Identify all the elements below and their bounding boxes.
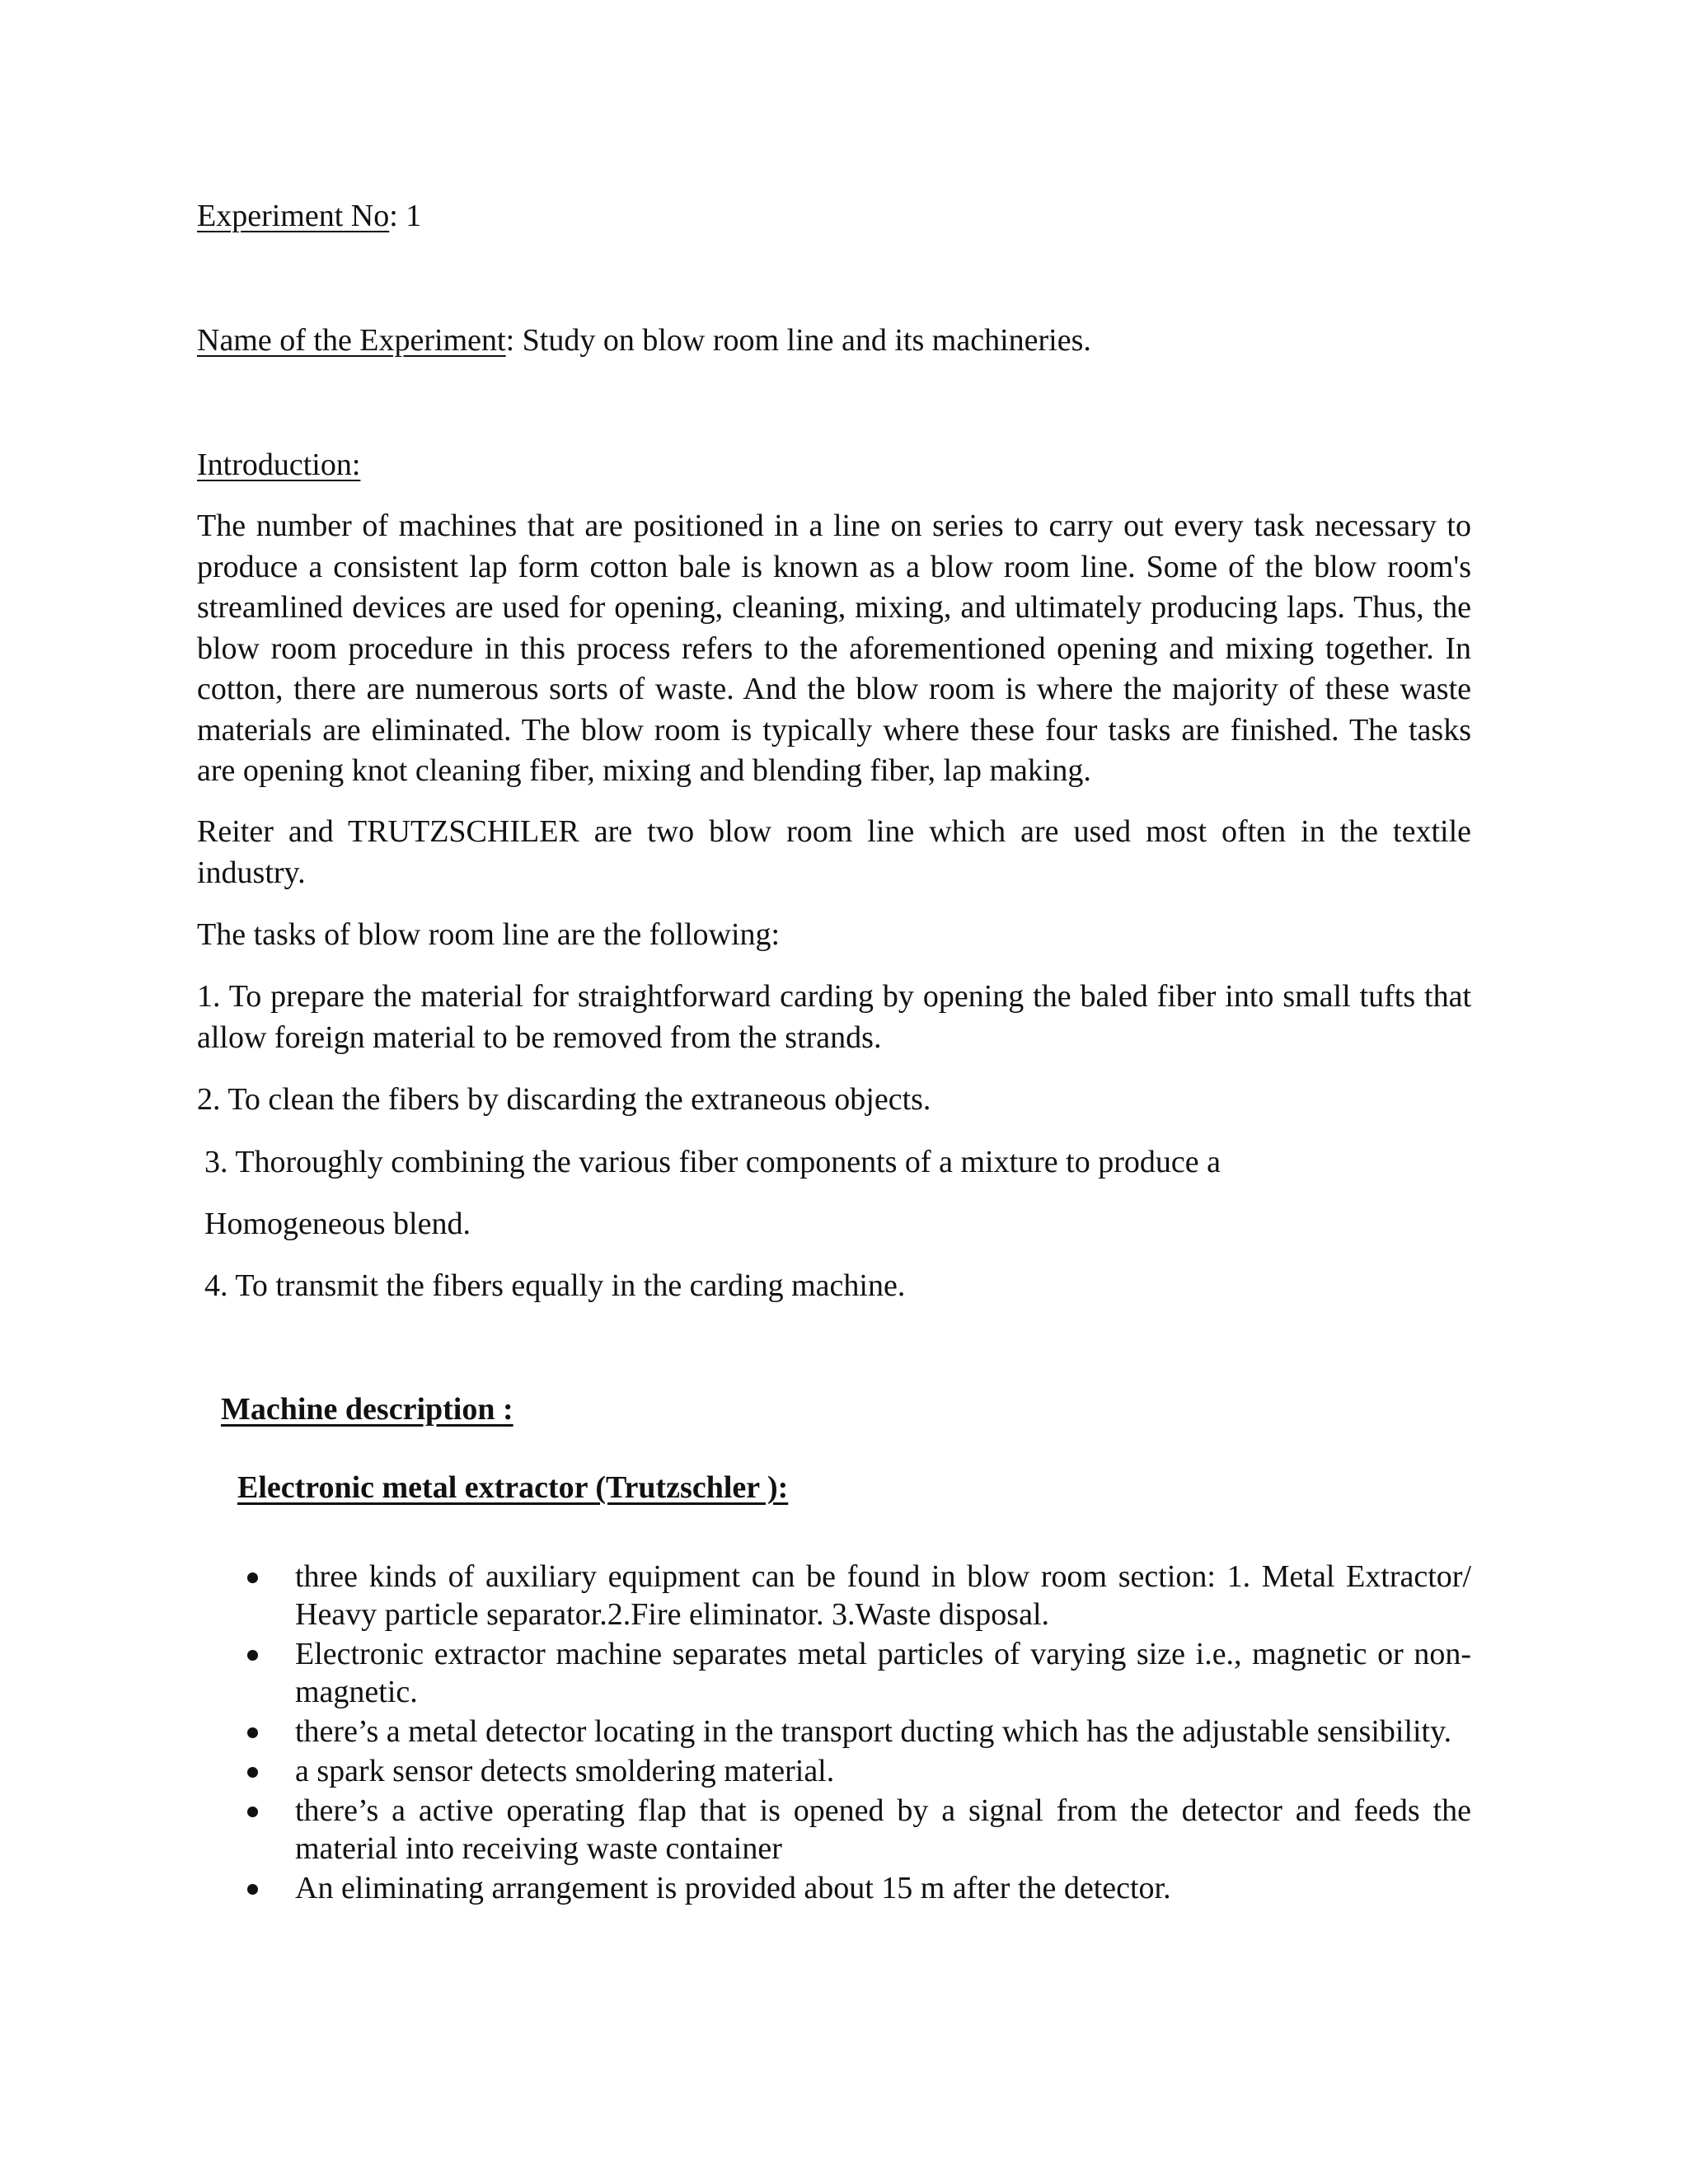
task-1: 1. To prepare the material for straightforward carding by opening the baled fiber into small tufts that allow foreign material to be removed from the strands. bbox=[197, 979, 1471, 1055]
bullet-icon bbox=[247, 1650, 258, 1661]
task-3-line-2: Homogeneous blend. bbox=[204, 1207, 471, 1241]
metal-extractor-bullet-list bbox=[247, 1558, 1471, 1909]
list-item-text: there’s a active operating flap that is opened by a signal from the detector and feeds the material into receiving waste container bbox=[295, 1793, 1471, 1866]
list-item bbox=[247, 1752, 1471, 1790]
experiment-number-label: Experiment No bbox=[197, 199, 390, 233]
list-item-text: there’s a metal detector locating in the transport ducting which has the adjustable sensibility. bbox=[295, 1714, 1452, 1749]
bullet-icon bbox=[247, 1727, 258, 1738]
reiter-paragraph: Reiter and TRUTZSCHILER are two blow room line which are used most often in the textile industry. bbox=[197, 814, 1471, 890]
experiment-name-value: : Study on blow room line and its machineries. bbox=[505, 323, 1091, 358]
task-3-line-1: 3. Thoroughly combining the various fiber components of a mixture to produce a bbox=[204, 1145, 1221, 1179]
task-4: 4. To transmit the fibers equally in the carding machine. bbox=[204, 1268, 906, 1303]
machine-description-heading: Machine description : bbox=[221, 1392, 513, 1427]
bullet-icon bbox=[247, 1807, 258, 1817]
list-item bbox=[247, 1635, 1471, 1711]
metal-extractor-heading: Electronic metal extractor (Trutzschler ): bbox=[237, 1470, 789, 1505]
experiment-number-value: : 1 bbox=[389, 199, 422, 233]
list-item bbox=[247, 1558, 1471, 1633]
introduction-heading: Introduction: bbox=[197, 448, 361, 482]
bullet-icon bbox=[247, 1884, 258, 1895]
list-item-text: An eliminating arrangement is provided about 15 m after the detector. bbox=[295, 1871, 1171, 1905]
list-item bbox=[247, 1713, 1471, 1750]
bullet-icon bbox=[247, 1767, 258, 1778]
list-item bbox=[247, 1792, 1471, 1868]
list-item-text: Electronic extractor machine separates metal particles of varying size i.e., magnetic or non-magnetic. bbox=[295, 1637, 1471, 1709]
introduction-paragraph: The number of machines that are positioned in a line on series to carry out every task necessary to produce a consistent lap form cotton bale is known as a blow room line. Some of the blow room's streamlined devices are used for opening, cleaning, mixing, and ultimately producing laps. Thus, the blow room procedure in this process refers to the aforementioned opening and mixing together. In cotton, there are numerous sorts of waste. And the blow room is where the majority of these waste materials are eliminated. The blow room is typically where these four tasks are finished. The tasks are opening knot cleaning fiber, mixing and blending fiber, lap making. bbox=[197, 509, 1471, 788]
experiment-name-label: Name of the Experiment bbox=[197, 323, 506, 358]
tasks-intro: The tasks of blow room line are the following: bbox=[197, 917, 781, 952]
task-2: 2. To clean the fibers by discarding the extraneous objects. bbox=[197, 1082, 931, 1117]
list-item bbox=[247, 1869, 1471, 1907]
bullet-icon bbox=[247, 1572, 258, 1583]
list-item-text: a spark sensor detects smoldering material. bbox=[295, 1754, 835, 1788]
experiment-number-line bbox=[197, 195, 421, 237]
experiment-name-line bbox=[197, 320, 1091, 361]
list-item-text: three kinds of auxiliary equipment can be found in blow room section: 1. Metal Extractor/ Heavy particle separator.2.Fire eliminator. 3.Waste disposal. bbox=[295, 1559, 1471, 1632]
